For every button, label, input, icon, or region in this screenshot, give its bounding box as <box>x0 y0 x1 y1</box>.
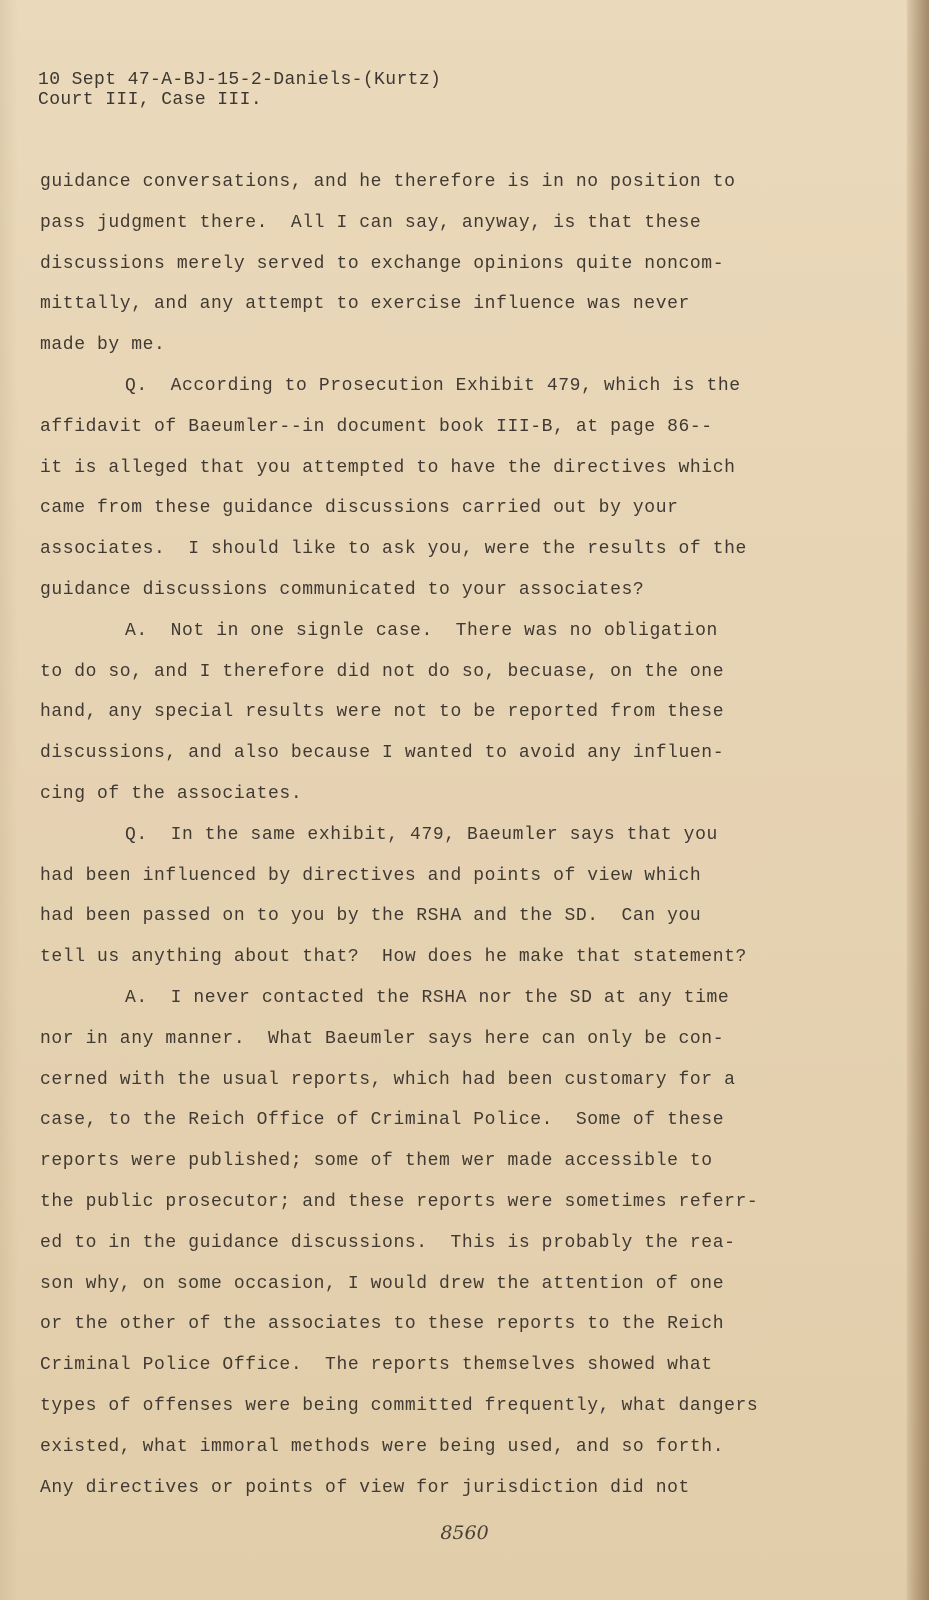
text-line: guidance discussions communicated to your associates? <box>40 579 645 600</box>
text-line: associates. I should like to ask you, were the results of the <box>40 539 747 560</box>
text-line: discussions, and also because I wanted to avoid any influen- <box>40 743 725 764</box>
text-line: Criminal Police Office. The reports themselves showed what <box>40 1355 713 1376</box>
text-line: pass judgment there. All I can say, anyway, is that these <box>40 212 702 233</box>
text-line: cing of the associates. <box>40 783 303 804</box>
question-line: Q. According to Prosecution Exhibit 479, which is the <box>125 375 741 396</box>
answer-line: A. I never contacted the RSHA nor the SD at any time <box>125 987 730 1008</box>
text-line: the public prosecutor; and these reports were sometimes referr- <box>40 1191 759 1212</box>
text-line: or the other of the associates to these reports to the Reich <box>40 1314 725 1335</box>
text-line: Any directives or points of view for jurisdiction did not <box>40 1477 690 1498</box>
text-line: tell us anything about that? How does he make that statement? <box>40 947 747 968</box>
text-line: had been passed on to you by the RSHA and the SD. Can you <box>40 906 702 927</box>
page-edge-shadow <box>907 0 929 1600</box>
text-line: son why, on some occasion, I would drew the attention of one <box>40 1273 725 1294</box>
text-line: guidance conversations, and he therefore is in no position to <box>40 172 736 192</box>
text-line: case, to the Reich Office of Criminal Police. Some of these <box>40 1110 725 1131</box>
text-line: reports were published; some of them wer made accessible to <box>40 1151 713 1172</box>
text-line: it is alleged that you attempted to have the directives which <box>40 457 736 478</box>
text-line: discussions merely served to exchange opinions quite noncom- <box>40 253 725 274</box>
text-line: existed, what immoral methods were being used, and so forth. <box>40 1436 725 1457</box>
header-court-line: Court III, Case III. <box>38 90 263 110</box>
text-line: affidavit of Baeumler--in document book III-B, at page 86-- <box>40 416 713 437</box>
text-line: types of offenses were being committed frequently, what dangers <box>40 1395 759 1416</box>
text-line: nor in any manner. What Baeumler says here can only be con- <box>40 1028 725 1049</box>
answer-line: A. Not in one signle case. There was no obligation <box>125 620 718 641</box>
text-line: came from these guidance discussions carried out by your <box>40 498 679 519</box>
text-line: to do so, and I therefore did not do so, becuase, on the one <box>40 661 725 682</box>
document-header <box>38 70 441 110</box>
page-number: 8560 <box>440 1522 489 1544</box>
question-line: Q. In the same exhibit, 479, Baeumler says that you <box>125 824 718 845</box>
transcript-body <box>40 168 880 1514</box>
text-line: mittally, and any attempt to exercise influence was never <box>40 294 690 315</box>
text-line: ed to in the guidance discussions. This is probably the rea- <box>40 1232 736 1253</box>
text-line: hand, any special results were not to be reported from these <box>40 702 725 723</box>
text-line: made by me. <box>40 335 166 356</box>
text-line: cerned with the usual reports, which had been customary for a <box>40 1069 736 1090</box>
header-reference-line: 10 Sept 47-A-BJ-15-2-Daniels-(Kurtz) <box>38 70 442 90</box>
text-line: had been influenced by directives and points of view which <box>40 865 702 886</box>
